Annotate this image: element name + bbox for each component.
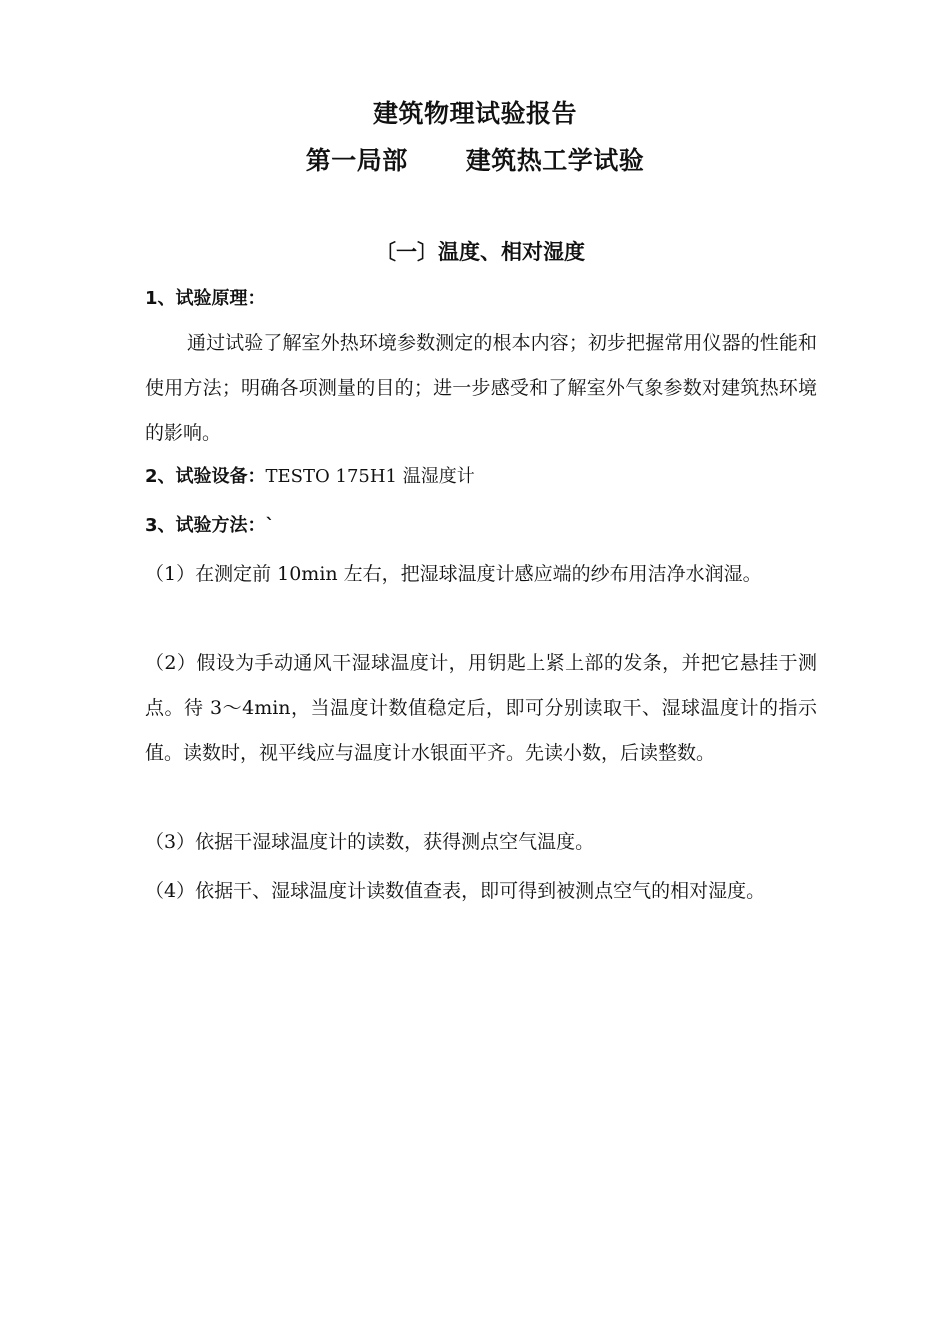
method-step: （2）假设为手动通风干湿球温度计，用钥匙上紧上部的发条，并把它悬挂于测点。待 3～4min，当温度计数值稳定后，即可分别读取干、湿球温度计的指示值。读数时，视平线应与温度计水银面平齐。先读小数，后读整数。 <box>145 652 817 764</box>
method-step: （1）在测定前 10min 左右，把湿球温度计感应端的纱布用洁净水润湿。 <box>145 563 762 585</box>
method-heading: 3、试验方法：` <box>145 515 275 536</box>
equipment-label: 2、试验设备： <box>145 466 266 487</box>
method-step: （3）依据干湿球温度计的读数，获得测点空气温度。 <box>145 831 595 853</box>
report-title: 建筑物理试验报告 <box>372 99 577 128</box>
method-step: （4）依据干、湿球温度计读数值查表，即可得到被测点空气的相对湿度。 <box>145 880 766 902</box>
part-number: 第一局部 <box>305 146 408 175</box>
principle-heading: 1、试验原理： <box>145 288 266 309</box>
part-title <box>0 143 950 179</box>
principle-text: 通过试验了解室外热环境参数测定的根本内容；初步把握常用仪器的性能和使用方法；明确各项测量的目的；进一步感受和了解室外气象参数对建筑热环境的影响。 <box>145 332 817 444</box>
equipment-value: TESTO 175H1 温湿度计 <box>265 466 475 487</box>
section-title: 〔一〕温度、相对湿度 <box>375 240 585 264</box>
equipment-heading <box>145 463 475 491</box>
part-name: 建筑热工学试验 <box>465 146 645 175</box>
